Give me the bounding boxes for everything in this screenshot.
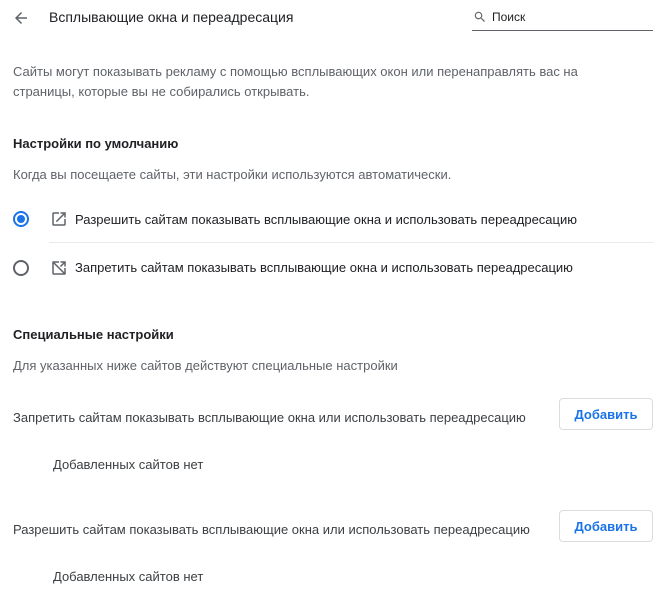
divider: [49, 242, 653, 243]
search-input[interactable]: [492, 8, 647, 26]
add-block-site-button[interactable]: Добавить: [559, 398, 653, 430]
block-empty-message: Добавленных сайтов нет: [53, 457, 204, 472]
back-button[interactable]: [10, 7, 32, 29]
allow-empty-message: Добавленных сайтов нет: [53, 569, 204, 584]
allow-section-label: Разрешить сайтам показывать всплывающие окна или использовать переадресацию: [13, 522, 530, 537]
defaults-description: Когда вы посещаете сайты, эти настройки используются автоматически.: [13, 167, 452, 182]
custom-heading: Специальные настройки: [13, 327, 174, 342]
search-box[interactable]: [472, 6, 653, 31]
page-title: Всплывающие окна и переадресация: [49, 9, 294, 25]
page-header: [0, 0, 666, 36]
custom-description: Для указанных ниже сайтов действуют специальные настройки: [13, 358, 398, 373]
popup-blocked-icon: [50, 259, 68, 277]
open-in-new-icon: [50, 210, 68, 228]
radio-label-allow: Разрешить сайтам показывать всплывающие окна и использовать переадресацию: [75, 212, 577, 227]
arrow-back-icon: [12, 9, 30, 27]
radio-button-allow[interactable]: [13, 211, 29, 227]
radio-option-allow[interactable]: [0, 195, 666, 243]
add-allow-site-button[interactable]: Добавить: [559, 510, 653, 542]
radio-label-block: Запретить сайтам показывать всплывающие окна и использовать переадресацию: [75, 260, 573, 275]
radio-button-block[interactable]: [13, 260, 29, 276]
defaults-heading: Настройки по умолчанию: [13, 136, 179, 151]
radio-option-block[interactable]: [0, 244, 666, 292]
intro-text: Сайты могут показывать рекламу с помощью всплывающих окон или перенаправлять вас на страницы, которые вы не собирались открывать.: [13, 64, 578, 99]
block-section-label: Запретить сайтам показывать всплывающие окна или использовать переадресацию: [13, 410, 526, 425]
search-icon: [473, 10, 487, 24]
